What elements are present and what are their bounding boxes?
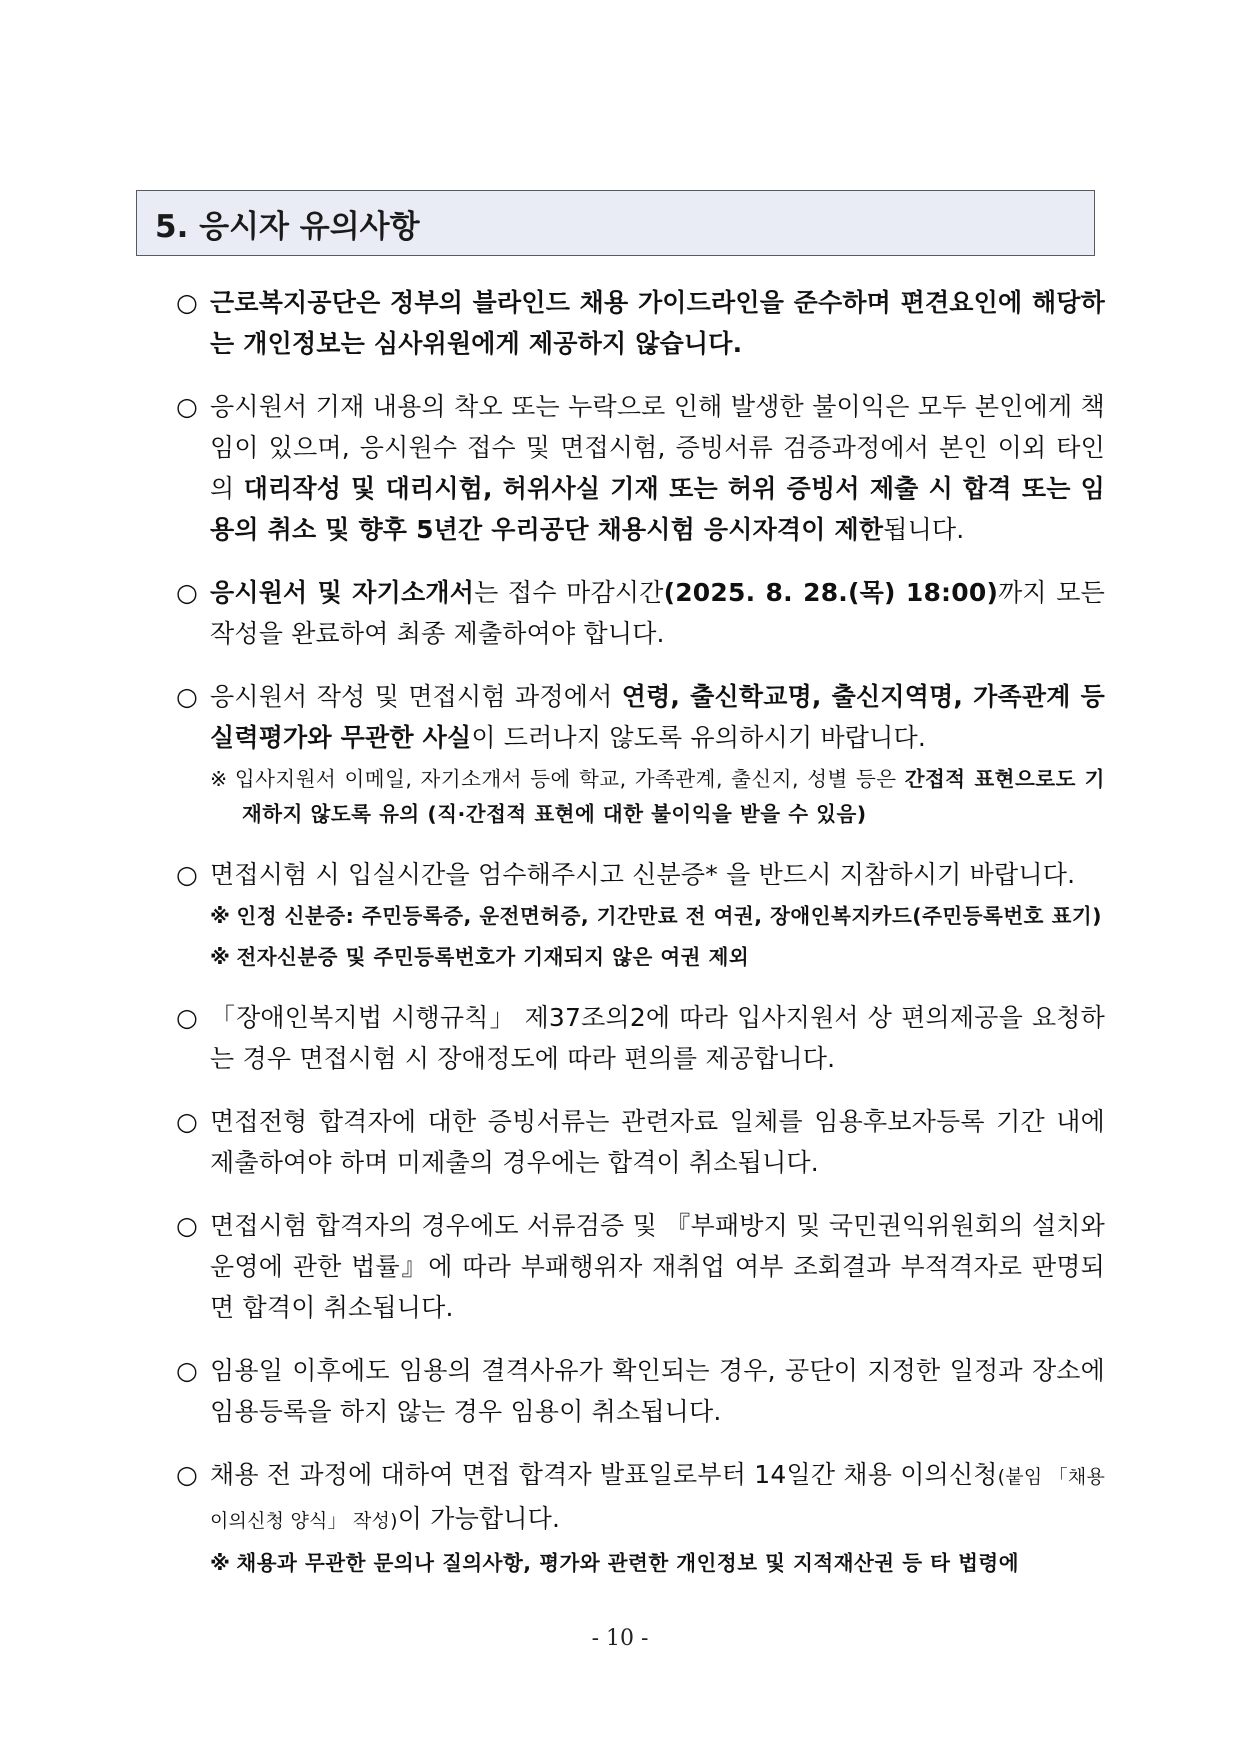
item-text: 근로복지공단은 정부의 블라인드 채용 가이드라인을 준수하며 편견요인에 해당하는 개인정보는 심사위원에게 제공하지 않습니다. xyxy=(210,288,1105,358)
bullet-icon: ○ xyxy=(176,682,198,711)
item-note: ※ 입사지원서 이메일, 자기소개서 등에 학교, 가족관계, 출신지, 성별 등은 간접적 표현으로도 기재하지 않도록 유의 (직·간접적 표현에 대한 불이익을 받을 수 있음) xyxy=(210,767,1105,826)
list-item xyxy=(170,854,1105,975)
item-text: 「장애인복지법 시행규칙」 제37조의2에 따라 입사지원서 상 편의제공을 요청하는 경우 면접시험 시 장애정도에 따라 편의를 제공합니다. xyxy=(210,1003,1105,1073)
list-item xyxy=(170,1205,1105,1328)
item-note: ※ 전자신분증 및 주민등록번호가 기재되지 않은 여권 제외 xyxy=(210,945,750,969)
bullet-icon: ○ xyxy=(176,578,198,607)
section-header xyxy=(136,190,1095,256)
list-item xyxy=(170,676,1105,832)
item-text: 응시원서 기재 내용의 착오 또는 누락으로 인해 발생한 불이익은 모두 본인에게 책임이 있으며, 응시원수 접수 및 면접시험, 증빙서류 검증과정에서 본인 이외 타인의 대리작성 및 대리시험, 허위사실 기재 또는 허위 증빙서 제출 시 합격 또는 임용의 취소 및 향후 5년간 우리공단 채용시험 응시자격이 제한됩니다. xyxy=(210,392,1105,544)
list-item xyxy=(170,997,1105,1079)
section-title: 5. 응시자 유의사항 xyxy=(155,208,420,245)
bullet-icon: ○ xyxy=(176,288,198,317)
item-text: 면접전형 합격자에 대한 증빙서류는 관련자료 일체를 임용후보자등록 기간 내에 제출하여야 하며 미제출의 경우에는 합격이 취소됩니다. xyxy=(210,1107,1105,1177)
item-text: 채용 전 과정에 대하여 면접 합격자 발표일로부터 14일간 채용 이의신청(붙임 「채용 이의신청 양식」 작성)이 가능합니다. xyxy=(210,1460,1105,1533)
item-text: 응시원서 및 자기소개서는 접수 마감시간(2025. 8. 28.(목) 18:00)까지 모든 작성을 완료하여 최종 제출하여야 합니다. xyxy=(210,578,1105,648)
list-item xyxy=(170,572,1105,654)
bullet-icon: ○ xyxy=(176,1211,198,1240)
item-text: 응시원서 작성 및 면접시험 과정에서 연령, 출신학교명, 출신지역명, 가족관계 등 실력평가와 무관한 사실이 드러나지 않도록 유의하시기 바랍니다. xyxy=(210,682,1105,752)
bullet-icon: ○ xyxy=(176,1460,198,1489)
bullet-icon: ○ xyxy=(176,1356,198,1385)
item-text: 면접시험 시 입실시간을 엄수해주시고 신분증* 을 반드시 지참하시기 바랍니다. xyxy=(210,860,1076,889)
bullet-icon: ○ xyxy=(176,392,198,421)
item-note: ※ 채용과 무관한 문의나 질의사항, 평가와 관련한 개인정보 및 지적재산권 등 타 법령에 xyxy=(210,1551,1020,1575)
list-item xyxy=(170,1454,1105,1581)
bullet-icon: ○ xyxy=(176,860,198,889)
list-item xyxy=(170,282,1105,364)
list-item xyxy=(170,386,1105,550)
bullet-icon: ○ xyxy=(176,1003,198,1032)
page-number: - 10 - xyxy=(591,1626,649,1651)
item-text: 면접시험 합격자의 경우에도 서류검증 및 『부패방지 및 국민권익위원회의 설치와 운영에 관한 법률』에 따라 부패행위자 재취업 여부 조회결과 부적격자로 판명되면 합격이 취소됩니다. xyxy=(210,1211,1105,1322)
list-item xyxy=(170,1101,1105,1183)
bullet-icon: ○ xyxy=(176,1107,198,1136)
item-note: ※ 인정 신분증: 주민등록증, 운전면허증, 기간만료 전 여권, 장애인복지카드(주민등록번호 표기) xyxy=(210,904,1103,928)
notice-list xyxy=(170,282,1105,1603)
item-text: 임용일 이후에도 임용의 결격사유가 확인되는 경우, 공단이 지정한 일정과 장소에 임용등록을 하지 않는 경우 임용이 취소됩니다. xyxy=(210,1356,1105,1426)
list-item xyxy=(170,1350,1105,1432)
